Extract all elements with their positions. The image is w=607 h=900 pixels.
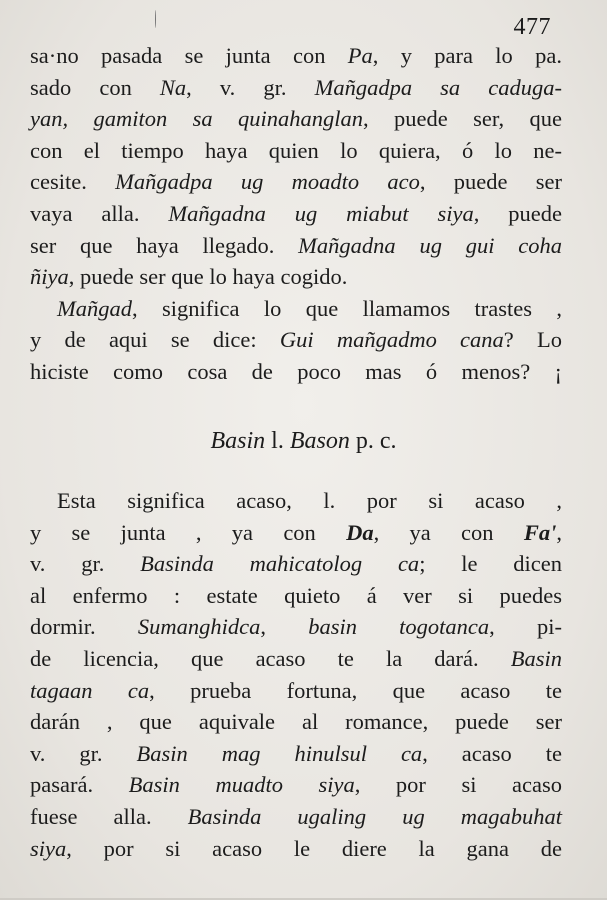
text-line: siya, por si acaso le diere la gana de (30, 835, 562, 861)
text-line: al enfermo : estate quieto á ver si puedes (30, 582, 562, 608)
text-line: de licencia, que acaso te la dará. Basin (30, 645, 562, 671)
text-line: v. gr. Basin mag hinulsul ca, acaso te (30, 740, 562, 766)
text-line: pasará. Basin muadto siya, por si acaso (30, 772, 562, 798)
paper-speck (155, 10, 156, 28)
text-line: y de aqui se dice: Gui mañgadmo cana? Lo (30, 327, 563, 353)
text-line: cesite. Mañgadpa ug moadto aco, puede ser (30, 169, 563, 195)
text-line: darán , que aquivale al romance, puede ser (30, 709, 562, 735)
text-line: dormir. Sumanghidca, basin togotanca, pi- (30, 614, 562, 640)
paragraph-continuation (30, 40, 562, 388)
text-line: ser que haya llegado. Mañgadna ug gui coha (30, 232, 562, 258)
text-line: sado con Na, v. gr. Mañgadpa sa caduga- (30, 74, 562, 100)
page-number: 477 (513, 14, 551, 40)
text-line: hiciste como cosa de poco mas ó menos? ¡ (30, 358, 562, 384)
text-line: tagaan ca, prueba fortuna, que acaso te (30, 677, 562, 703)
text-line: sa·no pasada se junta con Pa, y para lo pa. (30, 43, 562, 68)
text-line: v. gr. Basinda mahicatolog ca; le dicen (30, 551, 562, 577)
text-line: fuese alla. Basinda ugaling ug magabuhat (30, 803, 562, 829)
section-heading: Basin l. Bason p. c. (210, 428, 397, 454)
text-line: ñiya, puede ser que lo haya cogido. (30, 264, 348, 290)
text-line: Esta significa acaso, l. por si acaso , (57, 488, 562, 513)
section-body (30, 485, 562, 864)
text-line: Mañgad, significa lo que llamamos trastes , (57, 295, 562, 321)
text-line: vaya alla. Mañgadna ug miabut siya, puede (30, 200, 562, 226)
text-line: con el tiempo haya quien lo quiera, ó lo ne- (30, 137, 562, 163)
text-line: yan, gamiton sa quinahanglan, puede ser, que (30, 106, 563, 132)
text-line: y se junta , ya con Da, ya con Fa', (30, 519, 562, 545)
